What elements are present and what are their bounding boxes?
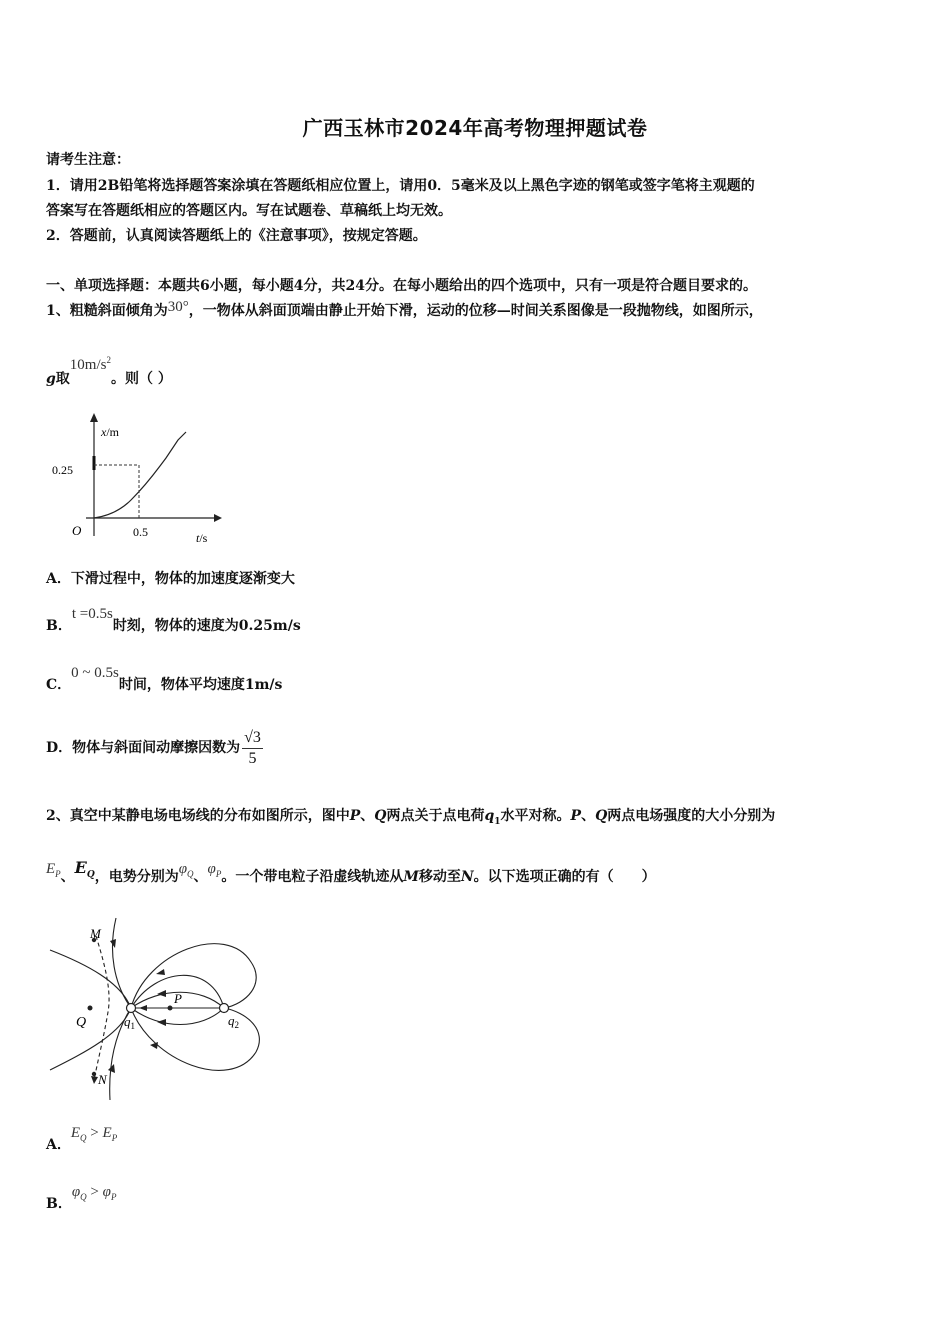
graph-y-arrow [90,413,98,422]
label-n: N [98,1072,107,1087]
section-1-heading: 一、单项选择题：本题共6小题，每小题4分，共24分。在每小题给出的四个选项中，只有一项是符合题目要求的。 [46,278,757,294]
option-letter: A． [46,1137,71,1153]
option-math: t =0.5s [71,606,113,622]
q1-g-value: $10m/s^2$ [69,355,111,373]
q1-stem-a: 1、粗糙斜面倾角为 [46,303,168,319]
label-q2: $q_2$ [228,1013,239,1030]
notice-item-2: 2．答题前，认真阅读答题纸上的《注意事项》，按规定答题。 [46,228,427,244]
trajectory-arrow [91,1076,98,1084]
graph-curve [94,432,186,518]
q2-option-b[interactable] [46,1184,906,1219]
charge-q2 [220,1004,229,1013]
label-p: P [174,991,182,1006]
notice-heading: 请考生注意： [46,152,130,168]
label-q1: $q_1$ [124,1014,135,1031]
label-m: M [90,926,101,941]
q1-stem-line-1 [46,301,906,321]
option-text: 下滑过程中，物体的加速度逐渐变大 [70,571,295,587]
graph-x-arrow [214,514,222,522]
q1-option-a[interactable] [46,569,906,589]
option-math: 0 ~ 0.5s [71,665,119,681]
option-letter: B． [46,618,72,634]
field-arrow [157,1019,166,1026]
field-loop-bottom-inner [131,1008,224,1025]
label-q: Q [76,1015,87,1030]
q1-option-c[interactable] [46,665,906,695]
graph-x-label: t/s [196,531,208,545]
field-line-upper [112,918,131,1008]
graph-x-tick-label: 0.5 [133,525,148,539]
point-p [168,1006,173,1011]
field-arrow [156,969,165,975]
charge-q1 [127,1004,136,1013]
field-arrow [139,1005,147,1011]
e-q-symbol: $E_Q$ [74,858,95,881]
phi-p-symbol: $\varphi_P$ [207,861,222,879]
q2-stem-line-1: 2、真空中某静电场电场线的分布如图所示，图中P、Q两点关于点电荷$q_1$水平对称。P、Q两点电场强度的大小分别为 [46,808,776,827]
point-n [92,1072,96,1076]
option-text: 时刻，物体的速度为0.25m/s [112,618,301,634]
trajectory-m-to-n [94,936,109,1080]
q2-field-line-figure [46,912,276,1104]
q1-xt-graph [46,408,226,550]
notice-item-1-line-2: 答案写在答题纸相应的答题区内。写在试题卷、草稿纸上均无效。 [46,203,452,219]
field-loop-bottom-outer [131,1008,259,1070]
q2-option-a[interactable] [46,1125,906,1160]
notice-item-1-line-1: 1．请用2B铅笔将选择题答案涂填在答题纸相应位置上，请用0．5毫米及以上黑色字迹的钢笔或签字笔将主观题的 [46,178,755,194]
graph-y-label: x/m [101,425,119,439]
page-title: 广西玉林市2024年高考物理押题试卷 [302,116,648,140]
option-math: $E_Q > E_P$ [70,1125,118,1143]
option-letter: D． [46,740,73,756]
graph-origin-label: O [72,523,82,538]
option-math: $\varphi_Q > \varphi_P$ [71,1184,117,1202]
option-fraction: $\frac{√3}{5}$ [244,728,261,767]
option-text: 物体与斜面间动摩擦因数为 [72,740,241,756]
e-p-symbol: $E_P$ [46,861,61,879]
field-arrow [150,1042,158,1049]
q1-stem-line-2 [46,355,906,389]
option-letter: B． [46,1196,72,1212]
q1-g-symbol: g [46,371,56,387]
q1-stem-b: ，一物体从斜面顶端由静止开始下滑，运动的位移—时间关系图像是一段抛物线，如图所示， [188,303,763,319]
option-letter: A． [46,571,71,587]
graph-y-tick-label: 0.25 [52,463,73,477]
option-text: 时间，物体平均速度1m/s [118,677,283,693]
q1-g-label: 取 [55,371,70,387]
phi-q-symbol: $\varphi_Q$ [178,861,194,879]
q1-option-b[interactable] [46,606,906,636]
q2-stem-line-2: $E_P$、$E_Q$，电势分别为$\varphi_Q$、$\varphi_P$。一个带电粒子沿虚线轨迹从M移动至N。以下选项正确的有（ ） [46,858,656,885]
q1-option-d[interactable] [46,722,906,774]
option-letter: C． [46,677,72,693]
q1-angle: 30° [167,299,189,315]
field-arrow [157,990,166,997]
q1-stem-c: 。则（ ） [110,371,172,387]
point-q [88,1006,93,1011]
